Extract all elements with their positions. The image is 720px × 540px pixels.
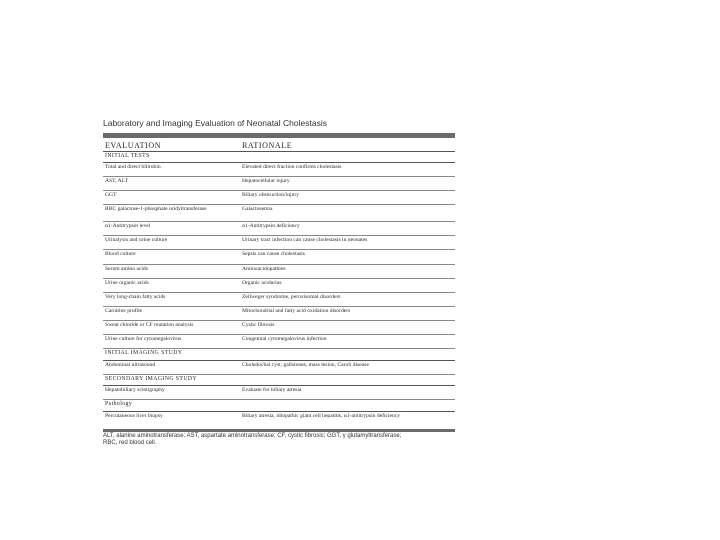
- section-row: [103, 400, 455, 412]
- section-label-secondary-imaging: SECONDARY IMAGING STUDY: [103, 374, 455, 386]
- evaluation-cell: Percutaneous liver biopsy: [103, 411, 240, 430]
- evaluation-cell: Urinalysis and urine culture: [103, 236, 240, 250]
- table-row: [103, 204, 455, 222]
- table-row: [103, 162, 455, 176]
- evaluation-cell: Serum amino acids: [103, 264, 240, 278]
- evaluation-cell: Abdominal ultrasound: [103, 360, 240, 374]
- table-row: [103, 360, 455, 374]
- section-label-initial-tests: INITIAL TESTS: [103, 152, 455, 163]
- table-row: [103, 264, 455, 278]
- rationale-cell: Congenital cytomegalovirus infection: [240, 335, 455, 349]
- column-header-evaluation: EVALUATION: [103, 138, 240, 152]
- table-row: [103, 386, 455, 400]
- header-row: [103, 138, 455, 152]
- rationale-cell: Galactosemia: [240, 204, 455, 222]
- section-row: [103, 374, 455, 386]
- table-row: [103, 250, 455, 264]
- evaluation-cell: Carnitine profile: [103, 306, 240, 320]
- evaluation-cell: Blood culture: [103, 250, 240, 264]
- evaluation-cell: Urine culture for cytomegalovirus: [103, 335, 240, 349]
- rationale-cell: Aminoacidopathies: [240, 264, 455, 278]
- rationale-cell: Mitochondrial and fatty acid oxidation disorders: [240, 306, 455, 320]
- table-row: [103, 320, 455, 334]
- evaluation-cell: Hepatobiliary scintigraphy: [103, 386, 240, 400]
- evaluation-table: [103, 138, 455, 432]
- document-figure: [103, 118, 455, 448]
- table-row: [103, 278, 455, 292]
- section-row: [103, 349, 455, 361]
- evaluation-cell: AST, ALT: [103, 176, 240, 190]
- evaluation-cell: α1-Antitrypsin level: [103, 222, 240, 236]
- table-row: [103, 176, 455, 190]
- rationale-cell: Cystic fibrosis: [240, 320, 455, 334]
- rationale-cell: Organic acidurias: [240, 278, 455, 292]
- table-title: Laboratory and Imaging Evaluation of Neonatal Cholestasis: [103, 118, 327, 128]
- evaluation-cell: Very long-chain fatty acids: [103, 292, 240, 306]
- evaluation-cell: RBC galactose-1-phosphate uridyltransferase: [103, 204, 240, 222]
- rationale-cell: Urinary tract infection can cause cholestasis in neonates: [240, 236, 455, 250]
- rationale-cell: Evaluate for biliary atresia: [240, 386, 455, 400]
- rationale-cell: Zellweger syndrome, peroxisomal disorders: [240, 292, 455, 306]
- table-row: [103, 190, 455, 204]
- table-row: [103, 236, 455, 250]
- section-label-initial-imaging: INITIAL IMAGING STUDY: [103, 349, 455, 361]
- evaluation-cell: Urine organic acids: [103, 278, 240, 292]
- rationale-cell: α1-Antitrypsin deficiency: [240, 222, 455, 236]
- rationale-cell: Hepatocellular injury: [240, 176, 455, 190]
- evaluation-cell: Sweat chloride or CF mutation analysis: [103, 320, 240, 334]
- section-label-pathology: Pathology: [103, 400, 455, 412]
- rationale-cell: Sepsis can cause cholestasis: [240, 250, 455, 264]
- section-row: [103, 152, 455, 163]
- table-row: [103, 335, 455, 349]
- evaluation-cell: Total and direct bilirubin: [103, 162, 240, 176]
- table-footnote: ALT, alanine aminotransferase; AST, aspartate aminotransferase; CF, cystic fibrosis; GGT, γ glutamyltransferase; RBC, red blood cell.: [103, 432, 402, 447]
- table-row: [103, 306, 455, 320]
- table-row: [103, 411, 455, 430]
- column-header-rationale: RATIONALE: [240, 138, 455, 152]
- rationale-cell: Choledochal cyst, gallstones, mass lesion, Caroli disease: [240, 360, 455, 374]
- rationale-cell: Biliary atresia, idiopathic giant cell hepatitis, α1-antitrypsin deficiency: [240, 411, 455, 430]
- evaluation-cell: GGT: [103, 190, 240, 204]
- table-row: [103, 292, 455, 306]
- rationale-cell: Elevated direct fraction confirms cholestasis: [240, 162, 455, 176]
- table-row: [103, 222, 455, 236]
- rationale-cell: Biliary obstruction/injury: [240, 190, 455, 204]
